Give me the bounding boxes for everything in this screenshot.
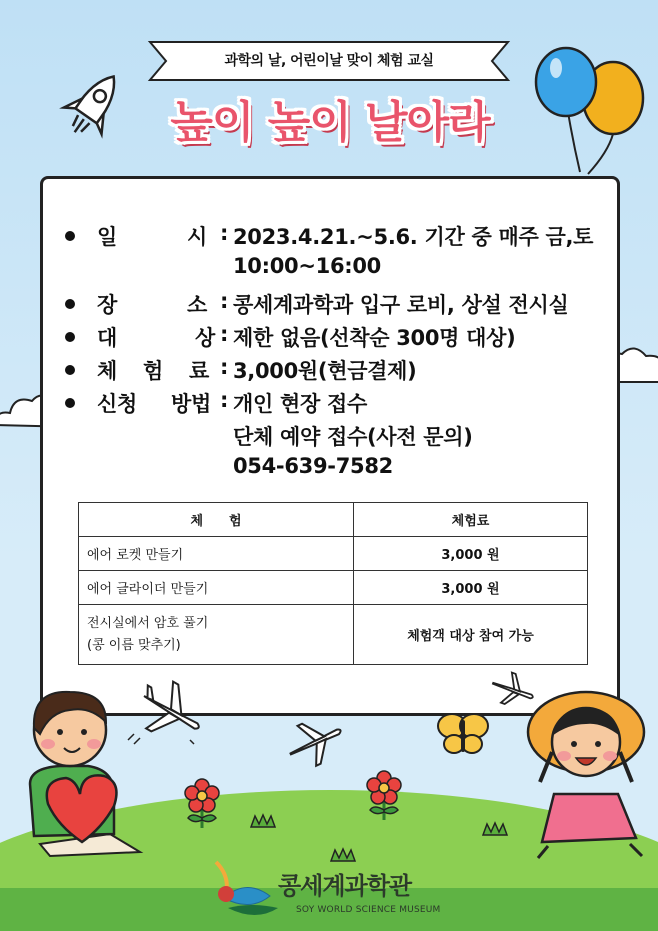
table-cell: 3,000 원	[354, 571, 588, 605]
table-cell: 에어 글라이더 만들기	[79, 571, 354, 605]
butterfly-icon	[436, 710, 490, 760]
table-cell: 에어 로켓 만들기	[79, 537, 354, 571]
table-cell: 전시실에서 암호 풀기 (콩 이름 맞추기)	[79, 605, 354, 665]
page-title: 높이 높이 날아라	[170, 97, 490, 148]
info-value-extra: 단체 예약 접수(사전 문의)	[233, 425, 473, 449]
info-value-extra: 10:00~16:00	[233, 254, 381, 278]
grass-tuft-icon	[250, 814, 276, 828]
flower-icon	[362, 770, 406, 822]
banner-text: 과학의 날, 어린이날 맞이 체험 교실	[224, 53, 434, 69]
museum-name: 콩세계과학관	[278, 872, 412, 900]
bullet-icon	[65, 365, 75, 375]
bullet-icon	[65, 332, 75, 342]
grass-tuft-icon	[482, 822, 508, 836]
flower-icon	[180, 778, 224, 830]
table-cell: 체험객 대상 참여 가능	[354, 605, 588, 665]
table-header: 체험료	[354, 503, 588, 537]
airplane-icon	[280, 712, 350, 772]
table-row	[79, 605, 588, 665]
grass-tuft-icon	[330, 848, 356, 862]
info-value-phone: 054-639-7582	[233, 454, 393, 478]
rocket-icon	[58, 66, 128, 146]
table-row	[79, 571, 588, 605]
girl-illustration	[518, 686, 658, 862]
info-value: 2023.4.21.~5.6. 기간 중 매주 금,토	[233, 225, 594, 249]
table-header: 체 험	[79, 503, 354, 537]
bullet-icon	[65, 299, 75, 309]
info-value: 3,000원(현금결제)	[233, 359, 417, 383]
info-value: 콩세계과학과 입구 로비, 상설 전시실	[233, 293, 569, 317]
bullet-icon	[65, 231, 75, 241]
info-value: 개인 현장 접수	[233, 392, 367, 416]
table-header-row	[79, 503, 588, 537]
boy-illustration	[10, 684, 160, 860]
balloons-icon	[528, 42, 658, 182]
table-row	[79, 537, 588, 571]
top-banner	[148, 40, 510, 82]
table-cell: 3,000 원	[354, 537, 588, 571]
info-value: 제한 없음(선착순 300명 대상)	[233, 326, 516, 350]
fee-table	[78, 502, 588, 665]
museum-subtitle: SOY WORLD SCIENCE MUSEUM	[296, 905, 441, 915]
info-card: 일 시 : 2023.4.21.~5.6. 기간 중 매주 금,토 10:00~16:00 장 소 : 콩세계과학과 입구 로비, 상설 전시실 대 상 : 제한 없음(선착순 300명 대상) 체 험 료 : 3,000원(현금결제) 신청 방법 : 개인 현장 접수 단체 예약 접수(사전 문의) 054-639-7582 체 험 체험료 에어 로켓 만들기 3,000 원 에어 글라이더 만들기 3,000 원 전시실에서 암호 풀기 (콩 이름 맞추기) 체험객 대상 참여 가능	[40, 176, 620, 716]
bullet-icon	[65, 398, 75, 408]
